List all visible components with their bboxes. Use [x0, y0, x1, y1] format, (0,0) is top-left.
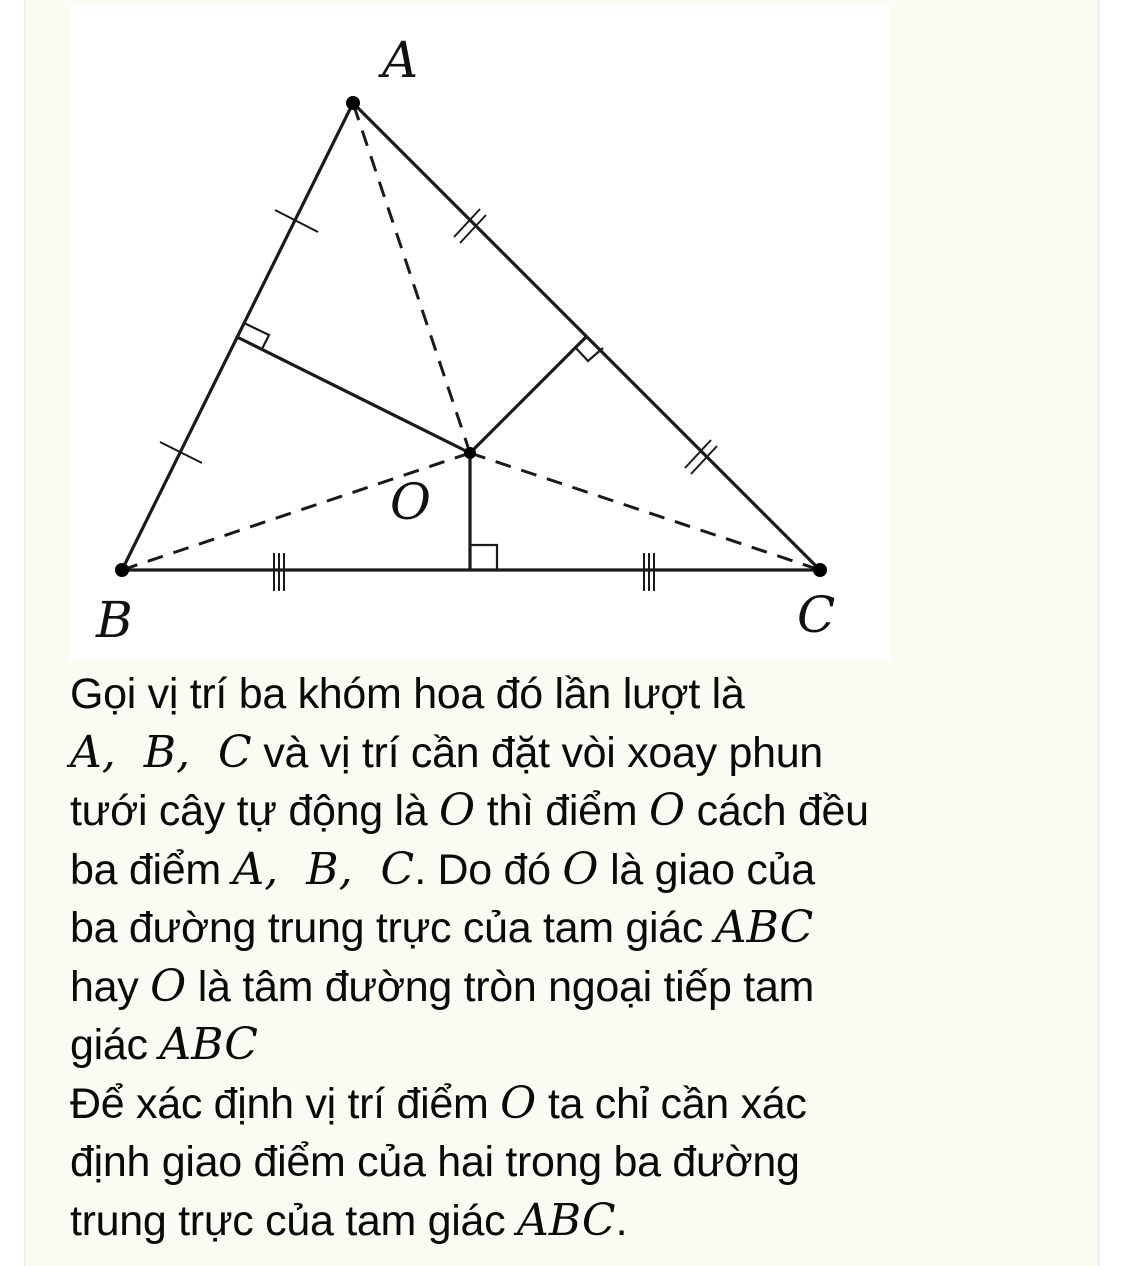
- triangle-figure: [70, 5, 890, 660]
- label-b: B: [96, 591, 133, 649]
- text-segment: .: [615, 1196, 628, 1245]
- math-expression: O: [648, 785, 686, 836]
- text-line: [70, 782, 1070, 841]
- right-angle-bc: [470, 545, 497, 570]
- math-expression: A, B, C: [232, 843, 415, 895]
- point-b: [115, 563, 129, 577]
- label-c: C: [797, 586, 836, 644]
- perp-ac: [470, 337, 586, 453]
- math-expression: O: [500, 1077, 537, 1129]
- dashed-oa: [353, 103, 470, 453]
- label-o: O: [390, 473, 431, 531]
- solution-paragraph: [70, 665, 1070, 1250]
- text-line: [70, 1133, 1070, 1192]
- point-c: [813, 563, 827, 577]
- text-line: [70, 724, 1070, 783]
- math-expression: O: [150, 960, 187, 1012]
- text-segment: ba điểm: [70, 845, 233, 894]
- text-segment: định giao điểm của hai trong ba đường: [70, 1138, 800, 1186]
- text-line: [70, 1075, 1070, 1134]
- text-segment: cách đều: [685, 787, 869, 835]
- text-line: [70, 1192, 1070, 1251]
- text-segment: ba đường trung trực của tam giác: [70, 904, 715, 952]
- text-segment: giác: [70, 1021, 160, 1069]
- perp-ab: [237, 337, 470, 453]
- math-expression: ABC: [159, 1019, 258, 1070]
- text-segment: trung trực của tam giác: [70, 1196, 517, 1245]
- text-line: [70, 1016, 1070, 1075]
- text-segment: hay: [70, 962, 151, 1011]
- text-segment: Gọi vị trí ba khóm hoa đó lần lượt là: [70, 670, 745, 718]
- text-segment: thì điểm: [475, 787, 649, 835]
- triangle-diagram: [70, 5, 890, 660]
- label-a: A: [382, 31, 419, 89]
- text-segment: là giao của: [598, 845, 815, 894]
- math-expression: ABC: [517, 1194, 616, 1246]
- text-segment: là tâm đường tròn ngoại tiếp tam: [186, 962, 815, 1011]
- math-expression: O: [562, 843, 599, 895]
- math-expression: A, B, C: [70, 726, 252, 778]
- text-segment: và vị trí cần đặt vòi xoay phun: [251, 728, 823, 777]
- text-line: [70, 899, 1070, 958]
- text-segment: tưới cây tự động là: [70, 787, 439, 835]
- point-a: [346, 96, 360, 110]
- text-line: [70, 665, 1070, 724]
- text-line: [70, 958, 1070, 1017]
- point-o: [464, 447, 476, 459]
- dashed-oc: [470, 453, 820, 570]
- text-line: [70, 841, 1070, 900]
- math-expression: ABC: [714, 902, 814, 953]
- text-segment: Để xác định vị trí điểm: [70, 1079, 501, 1128]
- text-segment: ta chỉ cần xác: [536, 1079, 807, 1128]
- math-expression: O: [439, 785, 476, 836]
- text-segment: . Do đó: [414, 845, 563, 894]
